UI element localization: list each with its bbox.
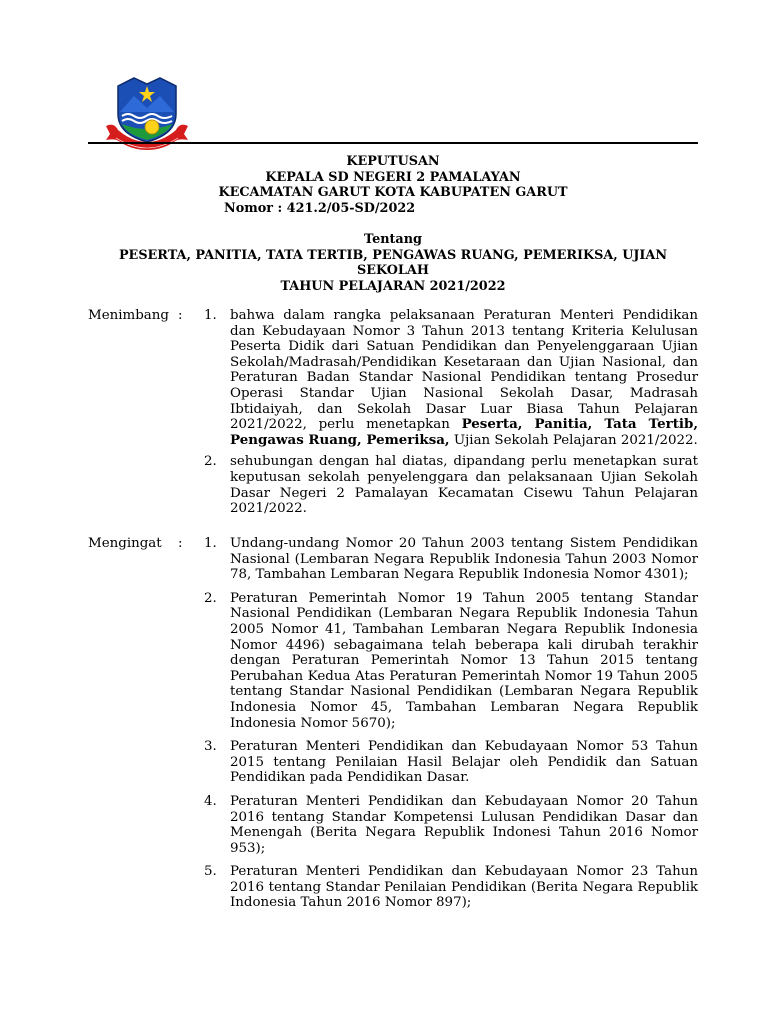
list-item-text-part: Ujian Sekolah Pelajaran 2021/2022. <box>449 432 698 448</box>
list-item-bold-text: Peserta, Panitia, Tata Tertib, Pengawas Ruang, Pemeriksa, <box>230 416 698 448</box>
subject-title-line2: SEKOLAH <box>357 263 429 278</box>
list-item-text: Peraturan Menteri Pendidikan dan Kebudayaan Nomor 20 Tahun 2016 tentang Standar Kompetensi Lulusan Pendidikan Dasar dan Menengah (Berita Negara Republik Indonesi Tahun 2016 Nomor 953); <box>230 793 698 856</box>
list-item-text: Peraturan Menteri Pendidikan dan Kebudayaan Nomor 23 Tahun 2016 tentang Standar Penilaian Pendidikan (Berita Negara Republik Indonesia Tahun 2016 Nomor 897); <box>230 864 698 911</box>
header-district: KECAMATAN GARUT KOTA KABUPATEN GARUT <box>218 185 568 200</box>
list-item <box>204 454 698 516</box>
list-item-text: sehubungan dengan hal diatas, dipandang perlu menetapkan surat keputusan sekolah penyelenggara dan pelaksanaan Ujian Sekolah Dasar Negeri 2 Pamalayan Kecamatan Cisewu Tahun Pelajaran 2021/2022. <box>230 454 698 517</box>
subject-title-line1: PESERTA, PANITIA, TATA TERTIB, PENGAWAS RUANG, PEMERIKSA, UJIAN <box>118 247 668 263</box>
list-item-number: 2. <box>204 454 217 470</box>
menimbang-label: Menimbang <box>88 308 169 323</box>
list-item-text: Peraturan Pemerintah Nomor 19 Tahun 2005 tentang Standar Nasional Pendidikan (Lembaran Negara Republik Indonesia Tahun 2005 Nomor 41, Tambahan Lembaran Negara Republik Indonesia Nomor 4496) sebagaimana telah beberapa kali dirubah terakhir dengan Peraturan Pemerintah Nomor 13 Tahun 2015 tentang Perubahan Kedua Atas Peraturan Pemerintah Nomor 19 Tahun 2005 tentang Standar Nasional Pendidikan (Lembaran Negara Republik Indonesia Nomor 45, Tambahan Lembaran Negara Republik Indonesia Nomor 5670); <box>230 590 698 731</box>
list-item-number: 1. <box>204 536 217 551</box>
list-item-text-part: bahwa dalam rangka pelaksanaan Peraturan Menteri Pendidikan dan Kebudayaan Nomor 3 Tahun 2013 tentang Kriteria Kelulusan Peserta Didik dari Satuan Pendidikan dan Penyelenggaraan Ujian Sekolah/Madrasah/Pendidikan Kesetaraan dan Ujian Nasional, dan Peraturan Badan Standar Nasional Pendidikan tentang Prosedur Operasi Standar Ujian Nasional Sekolah Dasar, Madrasah Ibtidaiyah, dan Sekolah Dasar Luar Biasa Tahun Pelajaran 2021/2022, perlu menetapkan <box>230 308 698 433</box>
mengingat-list <box>204 536 698 911</box>
list-item-number: 4. <box>204 793 217 809</box>
list-item <box>204 308 698 448</box>
list-item-number: 1. <box>204 308 217 323</box>
document-header <box>88 154 698 216</box>
list-item <box>204 864 698 911</box>
menimbang-list <box>204 308 698 517</box>
list-item <box>204 591 698 731</box>
list-item-number: 3. <box>204 739 217 755</box>
mengingat-label: Mengingat <box>88 536 162 551</box>
list-item-number: 5. <box>204 864 217 880</box>
subject-title-line3: TAHUN PELAJARAN 2021/2022 <box>280 278 506 294</box>
mengingat-colon: : <box>178 536 183 551</box>
header-decree-number: Nomor : 421.2/05-SD/2022 <box>224 200 416 216</box>
list-item-text: Undang-undang Nomor 20 Tahun 2003 tentang Sistem Pendidikan Nasional (Lembaran Negara Republik Indonesia Tahun 2003 Nomor 78, Tambahan Lembaran Negara Republik Indonesia Nomor 4301); <box>230 536 698 583</box>
menimbang-colon: : <box>178 308 183 323</box>
header-title: KEPUTUSAN <box>346 154 440 169</box>
list-item-text <box>230 308 698 448</box>
header-school-name: KEPALA SD NEGERI 2 PAMALAYAN <box>265 169 521 185</box>
header-divider-line <box>88 142 698 144</box>
list-item-text: Peraturan Menteri Pendidikan dan Kebudayaan Nomor 53 Tahun 2015 tentang Penilaian Hasil Belajar oleh Pendidik dan Satuan Pendidikan pada Pendidikan Dasar. <box>230 739 698 786</box>
garut-regency-emblem-icon <box>104 72 190 152</box>
list-item <box>204 536 698 583</box>
subject-block <box>88 232 698 294</box>
list-item-number: 2. <box>204 590 217 606</box>
list-item <box>204 794 698 856</box>
list-item <box>204 739 698 786</box>
subject-label: Tentang <box>364 232 422 247</box>
